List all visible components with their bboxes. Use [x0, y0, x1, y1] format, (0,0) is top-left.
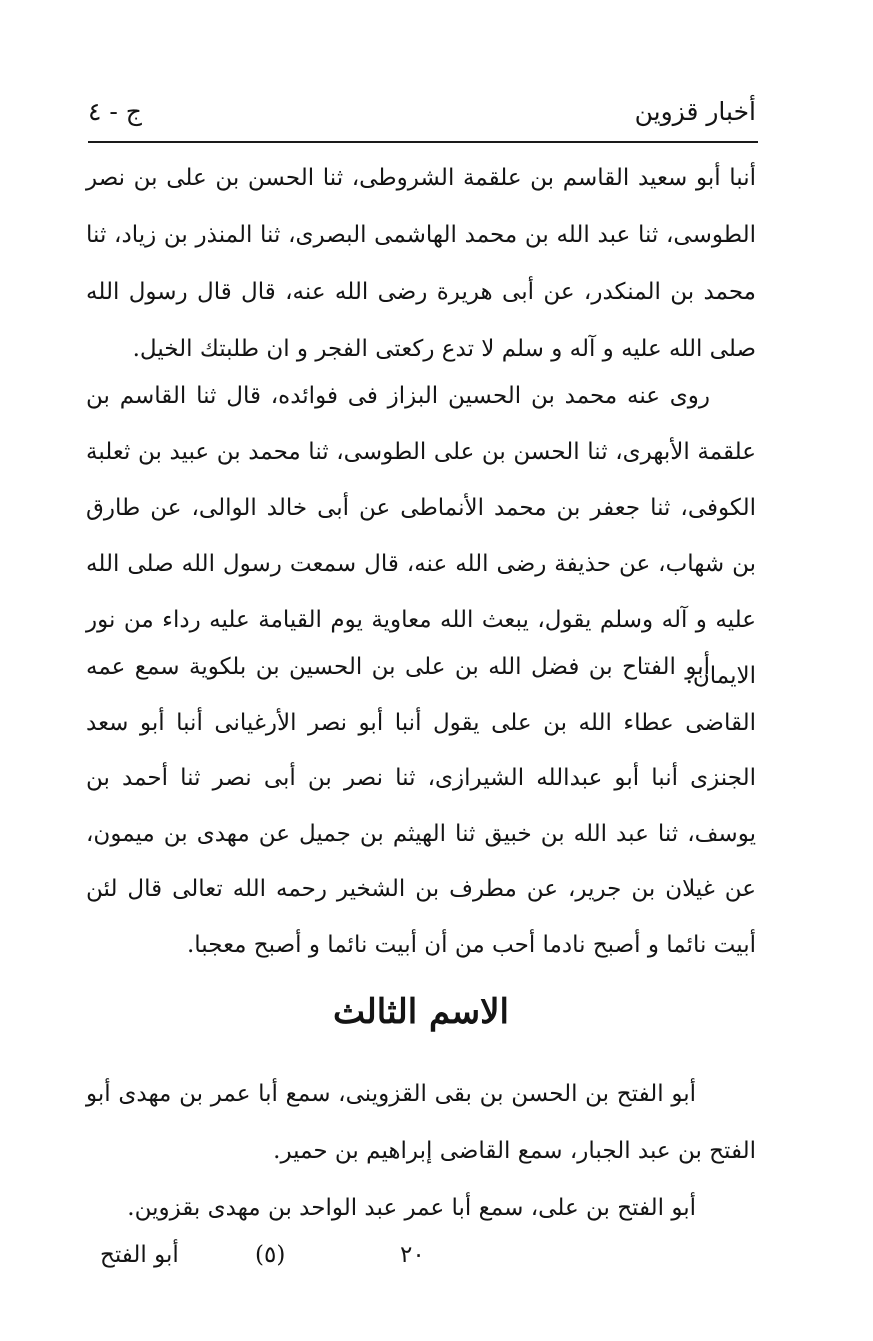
section-paragraph-1: أبو الفتح بن الحسن بن بقی القزوینی، سمع أبا عمر بن مهدی أبو الفتح بن عبد الجبار، سمع القاضی إبراهیم بن حمیر. [86, 1081, 756, 1164]
catchword: أبو الفتح [100, 1242, 179, 1268]
paragraph-3: أبو الفتاح بن فضل الله بن علی بن الحسین بن بلکویة سمع عمه القاضی عطاء الله بن علی یقول أنبا أبو نصر الأرغیانی أنبا أبو سعد الجنزی أنبا أبو عبدالله الشیرازی، ثنا نصر بن أبی نصر ثنا أحمد بن یوسف، ثنا عبد الله بن خبیق ثنا الهیثم بن جمیل عن مهدی بن میمون، عن غیلان بن جریر، عن مطرف بن الشخیر رحمه الله تعالی قال لئن أبیت نائما و أصبح نادما أحب من أن أبیت نائما و أصبح معجبا. [86, 654, 756, 958]
header-volume: ج - ٤ [88, 97, 142, 126]
paragraph-1: أنبا أبو سعيد القاسم بن علقمة الشروطى، ثنا الحسن بن علی بن نصر الطوسی، ثنا عبد الله بن محمد الهاشمی البصری، ثنا المنذر بن زیاد، ثنا محمد بن المنکدر، عن أبی هریرة رضی الله عنه، قال قال رسول الله صلی الله علیه و آله و سلم لا تدع رکعتی الفجر و ان طلبتك الخیل. [86, 165, 756, 362]
signature-mark: (٥) [255, 1242, 286, 1268]
page-footer [100, 1232, 680, 1282]
paragraph-2: روی عنه محمد بن الحسین البزاز فی فوائده، قال ثنا القاسم بن علقمة الأبهری، ثنا الحسن بن علی الطوسی، ثنا محمد بن عبید بن ثعلبة الکوفی، ثنا جعفر بن محمد الأنماطی عن أبی خالد الوالی، عن طارق بن شهاب، عن حذیفة رضی الله عنه، قال سمعت رسول الله صلی الله علیه و آله وسلم یقول، یبعث الله معاویة یوم القیامة علیه رداء من نور الایمان. [86, 383, 756, 689]
section-heading: الاسم الثالث [333, 992, 509, 1032]
header-title: أخبار قزوين [634, 97, 756, 126]
header-rule [88, 141, 758, 143]
page-number: ٢٠ [400, 1242, 425, 1268]
section-paragraph-2: أبو الفتح بن علی، سمع أبا عمر عبد الواحد بن مهدی بقزوین. [127, 1195, 696, 1221]
running-header [88, 92, 756, 138]
